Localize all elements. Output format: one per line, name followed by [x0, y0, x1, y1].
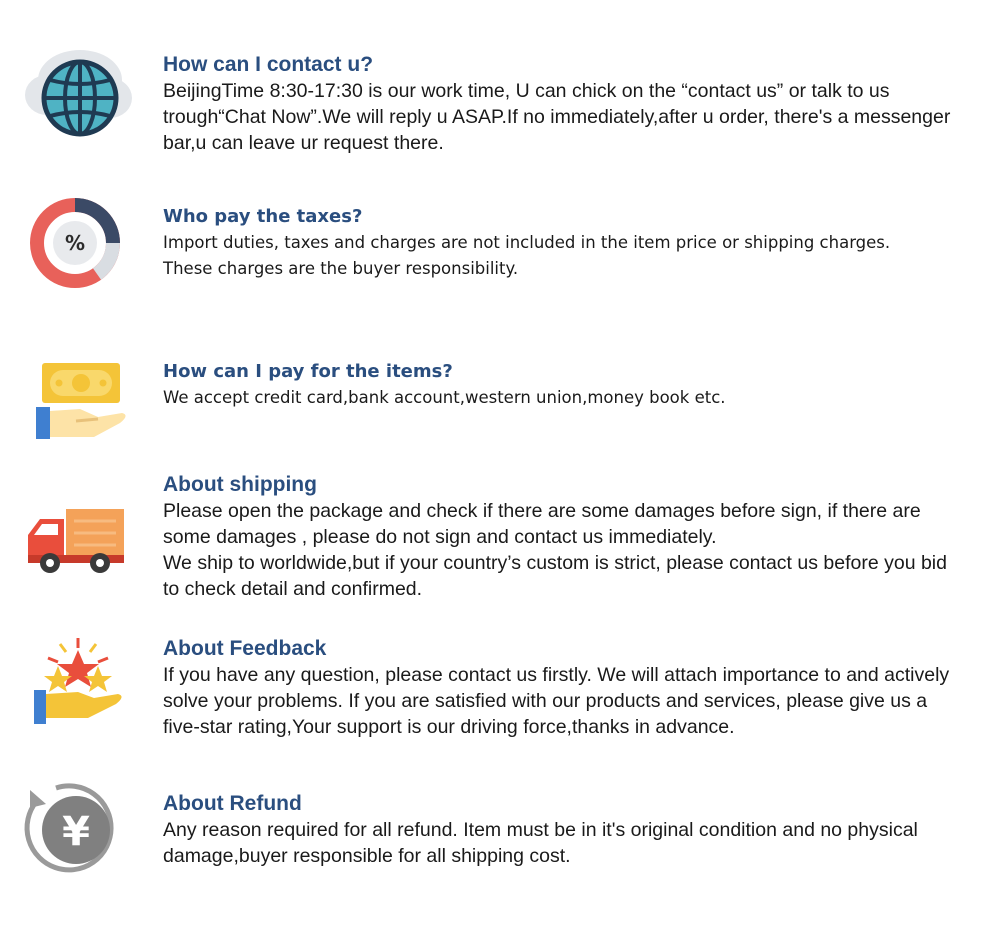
section-title: About Feedback: [163, 637, 327, 660]
body-line: These charges are the buyer responsibility.: [163, 259, 519, 278]
body-line: If you have any question, please contact us firstly. We will attach importance to and actively solve your problems. If you are satisfied with our products and services, please give us a five-star rating,Your support is our driving force,thanks in advance.: [163, 664, 950, 738]
percent-donut-icon: [22, 193, 134, 293]
body-line: Any reason required for all refund. Item must be in it's original condition and no physical damage,buyer responsible for all shipping cost.: [163, 819, 918, 867]
section-body: [163, 662, 963, 740]
yen-refund-icon: [22, 782, 134, 882]
body-line: Please open the package and check if there are some damages before sign, if there are some damages , please do not sign and contact us immediately.: [163, 500, 921, 548]
section-title: Who pay the taxes?: [163, 206, 363, 227]
section-body: [163, 817, 963, 869]
section-title: How can I pay for the items?: [163, 361, 453, 382]
section-body: [163, 385, 963, 411]
stars-hand-icon: [22, 636, 134, 736]
section-body: [163, 230, 963, 282]
section-title: About Refund: [163, 792, 302, 815]
percent-symbol: %: [64, 231, 86, 255]
section-body: [163, 78, 963, 156]
body-line: We accept credit card,bank account,western union,money book etc.: [163, 388, 726, 407]
globe-cloud-icon: [22, 40, 134, 140]
body-line: Import duties, taxes and charges are not included in the item price or shipping charges.: [163, 233, 891, 252]
body-line: We ship to worldwide,but if your country’s custom is strict, please contact us before you bid to check detail and confirmed.: [163, 552, 947, 600]
section-body: [163, 498, 963, 602]
cash-hand-icon: [22, 357, 134, 457]
yen-symbol: ¥: [62, 809, 90, 855]
body-line: BeijingTime 8:30-17:30 is our work time, U can chick on the “contact us” or talk to us trough“Chat Now”.We will reply u ASAP.If no immediately,after u order, there's a messenger bar,u can leave ur request there.: [163, 80, 951, 154]
section-title: About shipping: [163, 473, 317, 496]
section-title: How can I contact u?: [163, 53, 374, 76]
delivery-truck-icon: [22, 497, 134, 597]
